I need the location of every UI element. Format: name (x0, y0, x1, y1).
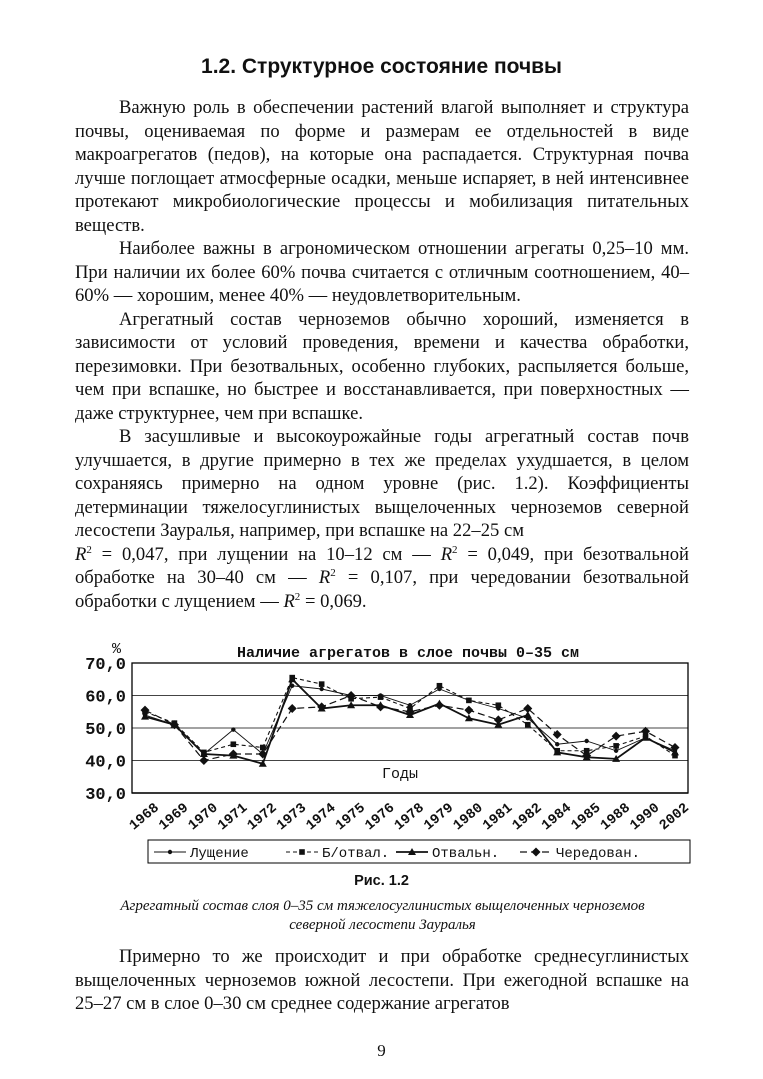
data-point-s4 (376, 702, 385, 711)
data-point-s4 (199, 756, 208, 765)
paragraph-4 (75, 425, 689, 613)
legend-label: Лущение (190, 846, 249, 862)
figure-label: Рис. 1.2 (354, 873, 409, 889)
data-point-s1 (319, 687, 323, 691)
data-point-s4 (464, 706, 473, 715)
r-value-1: = 0,047, при лущении на 10–12 см — (91, 543, 441, 565)
y-tick-label: 30,0 (85, 786, 126, 805)
r-letter: R (440, 543, 453, 565)
legend-label: Б/отвал. (322, 846, 390, 862)
chart-title: Наличие агрегатов в слое почвы 0–35 см (236, 645, 580, 662)
y-axis-unit: % (112, 641, 122, 658)
x-tick-label: 1979 (421, 800, 458, 835)
data-point-s2 (319, 681, 325, 687)
legend-label: Чередован. (556, 846, 641, 862)
y-tick-label: 40,0 (85, 753, 126, 773)
paragraph-4-intro: В засушливые и высокоурожайные годы агрегатный состав почв улучшается, в другие примерно в тех же пределах ухудшается, в целом сохраняясь примерно на одном уровне (рис. 1.2). Коэффициенты детерминации тяжелосуглинистых выщелоченных черноземов северной лесостепи Зауралья, например, при вспашке на 22–25 см (75, 426, 689, 541)
data-point-s1 (584, 739, 588, 743)
data-point-s1 (231, 727, 235, 731)
body-text-after (75, 945, 689, 1016)
data-point-s2 (466, 698, 472, 704)
x-tick-label: 1984 (538, 800, 575, 835)
figure-caption: Агрегатный состав слоя 0–35 см тяжелосуглинистых выщелоченных черноземов северной лесостепи Зауралья (120, 898, 645, 933)
page-number: 9 (377, 1041, 386, 1060)
x-tick-label: 1982 (509, 800, 546, 835)
data-point-s2 (525, 722, 531, 728)
x-tick-label: 1976 (362, 800, 399, 835)
x-tick-label: 1988 (597, 800, 634, 835)
paragraph-3: Агрегатный состав черноземов обычно хороший, изменяется в зависимости от условий проведения, времени и качества обработки, перезимовки. При безотвальных, особенно глубоких, распыляется больше, чем при вспашке, но быстрее и восстанавливается, при поверхностных — даже структурнее, чем при вспашке. (75, 308, 689, 424)
r-value-2: = 0,049, при безотвальной обработке на 30–40 см — (75, 543, 689, 588)
data-point-s2 (613, 743, 619, 749)
x-tick-label: 1969 (156, 800, 193, 835)
x-tick-label: 1972 (244, 800, 281, 835)
r-exp: 2 (330, 566, 336, 579)
r-value-3: = 0,107, при чередовании безотвальной обработки с лущением — (75, 567, 689, 612)
x-tick-label: 1981 (479, 800, 516, 835)
data-point-s2 (231, 741, 237, 747)
y-tick-label: 50,0 (85, 721, 126, 740)
legend-swatch-marker (299, 849, 305, 855)
r-letter: R (318, 567, 331, 588)
x-axis-title: Годы (381, 766, 419, 783)
aggregate-chart (60, 640, 710, 868)
x-tick-label: 2002 (656, 800, 693, 835)
r-exp: 2 (452, 543, 458, 556)
data-point-s4 (288, 704, 297, 713)
legend-label: Отвальн. (432, 846, 500, 862)
data-point-s1 (614, 749, 618, 753)
x-tick-label: 1974 (303, 800, 340, 835)
legend-swatch-marker (168, 850, 172, 854)
data-point-s2 (437, 683, 443, 689)
x-tick-label: 1975 (332, 800, 369, 835)
body-text (75, 96, 689, 613)
x-tick-label: 1990 (627, 800, 664, 835)
x-tick-label: 1985 (568, 800, 605, 835)
y-tick-label: 60,0 (85, 688, 126, 708)
r-exp: 2 (86, 543, 92, 556)
paragraph-2: Наиболее важны в агрономическом отношении агрегаты 0,25–10 мм. При наличии их более 60% почва считается с отличным соотношением, 40–60% — хорошим, менее 40% — неудовлетворительным. (75, 238, 689, 306)
data-point-s4 (612, 732, 621, 741)
series-line-3 (145, 679, 675, 764)
x-tick-label: 1980 (450, 800, 487, 835)
x-tick-label: 1978 (391, 800, 428, 835)
data-point-s2 (260, 745, 266, 751)
data-point-s4 (553, 730, 562, 739)
section-title: 1.2. Структурное состояние почвы (201, 55, 562, 78)
r-value-4: = 0,069. (300, 590, 367, 612)
r-letter: R (283, 590, 295, 612)
data-point-s2 (496, 702, 502, 708)
x-tick-label: 1970 (185, 800, 222, 835)
r-letter: R (75, 543, 87, 565)
data-point-s1 (555, 742, 559, 746)
r-exp: 2 (294, 590, 301, 603)
paragraph-1: Важную роль в обеспечении растений влагой выполняет и структура почвы, оцениваемая по форме и размерам ее отдельностей в виде макроагрегатов (педов), на которые она распадается. Структурная почва лучше поглощает атмосферные осадки, меньше испаряет, в ней интенсивнее протекают микробиологические процессы и мобилизация питательных веществ. (75, 97, 689, 236)
data-point-s2 (378, 694, 384, 700)
x-tick-label: 1968 (126, 800, 163, 835)
y-tick-label: 70,0 (85, 656, 126, 675)
x-tick-label: 1971 (214, 800, 251, 835)
data-point-s4 (435, 701, 444, 710)
paragraph-5: Примерно то же происходит и при обработке среднесуглинистых выщелоченных черноземов южной лесостепи. При ежегодной вспашке на 25–27 см в слое 0–30 см среднее содержание агрегатов (75, 946, 689, 1014)
x-tick-label: 1973 (273, 800, 310, 835)
